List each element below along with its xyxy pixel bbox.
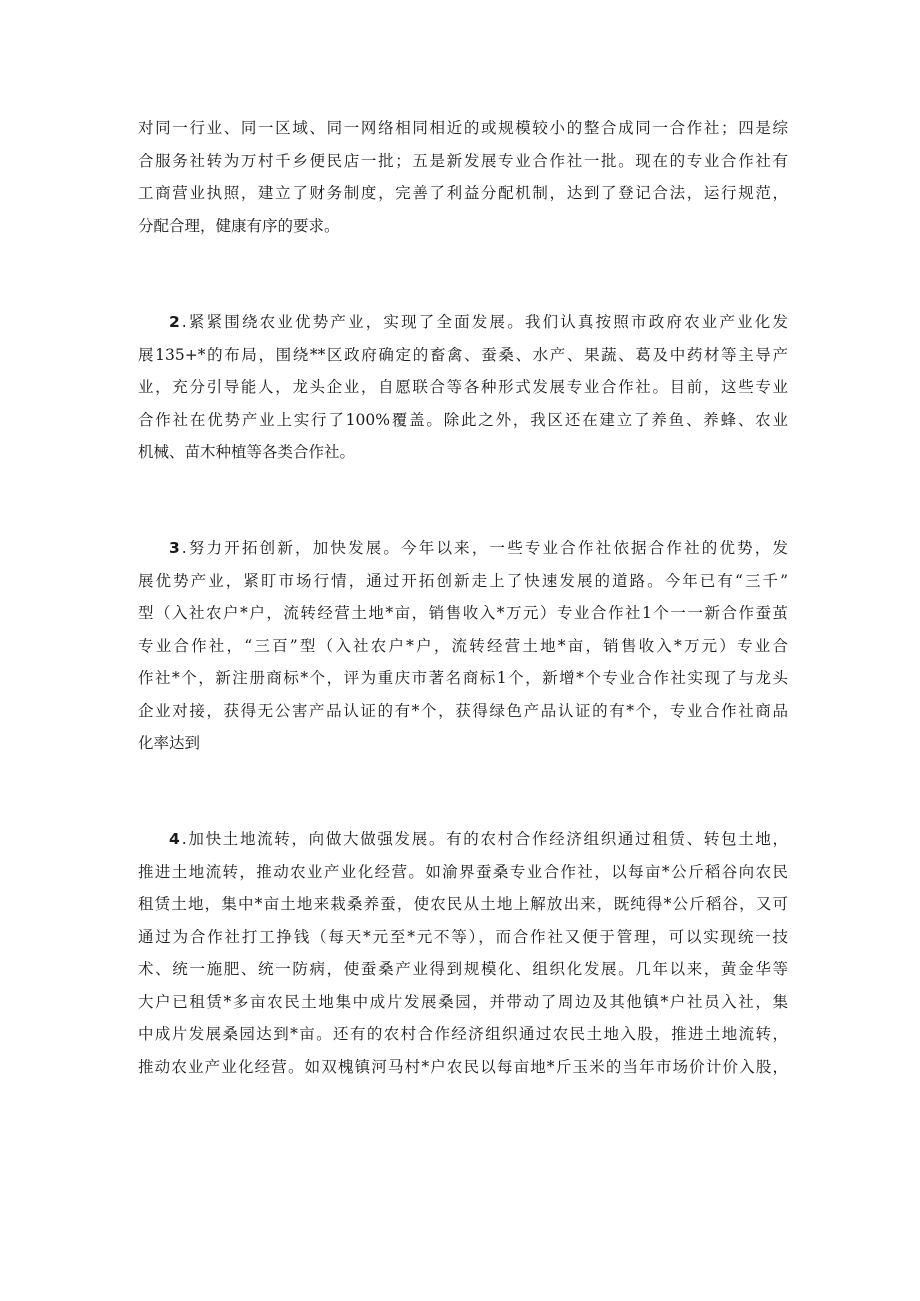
text-line: 化率达到 <box>138 734 201 752</box>
paragraph-4 <box>138 823 788 1083</box>
text-line: 推动农业产业化经营。如双槐镇河马村*户农民以每亩地*斤玉米的当年市场价计价入股， <box>138 1057 788 1076</box>
text-line: 推进土地流转，推动农业产业化经营。如渝界蚕桑专业合作社，以每亩*公斤稻谷向农民 <box>138 862 788 881</box>
text-line <box>138 823 788 856</box>
paragraph-number: 4 <box>169 830 180 848</box>
text-line: 工商营业执照，建立了财务制度，完善了利益分配机制，达到了登记合法，运行规范， <box>138 184 788 202</box>
paragraph-number: 2 <box>169 313 180 331</box>
paragraph-1 <box>138 112 788 242</box>
text-line: 合服务社转为万村千乡便民店一批；五是新发展专业合作社一批。现在的专业合作社有 <box>138 151 788 170</box>
text-line: 展135+*的布局，围绕**区政府确定的畜禽、蚕桑、水产、果蔬、葛及中药材等主导产 <box>138 345 788 364</box>
text-line: 大户已租赁*多亩农民土地集中成片发展桑园，并带动了周边及其他镇*户社员入社，集 <box>138 992 788 1011</box>
text-line: 中成片发展桑园达到*亩。还有的农村合作经济组织通过农民土地入股，推进土地流转， <box>138 1025 788 1043</box>
text-line: 专业合作社，“三百”型（入社农户*户，流转经营土地*亩，销售收入*万元）专业合 <box>138 636 788 655</box>
text-segment: .紧紧围绕农业优势产业，实现了全面发展。我们认真按照市政府农业产业化发 <box>181 313 788 331</box>
text-segment: .加快土地流转，向做大做强发展。有的农村合作经济组织通过租赁、转包土地， <box>181 830 788 848</box>
text-line: 租赁土地，集中*亩土地来栽桑养蚕，使农民从土地上解放出来，既纯得*公斤稻谷，又可 <box>138 895 788 913</box>
text-line: 企业对接，获得无公害产品认证的有*个，获得绿色产品认证的有*个，专业合作社商品 <box>138 701 788 720</box>
text-line: 通过为合作社打工挣钱（每天*元至*元不等），而合作社又便于管理，可以实现统一技 <box>138 927 788 946</box>
text-line: 术、统一施肥、统一防病，使蚕桑产业得到规模化、组织化发展。几年以来，黄金华等 <box>138 960 788 978</box>
text-line: 作社*个，新注册商标*个，评为重庆市著名商标1个，新增*个专业合作社实现了与龙头 <box>138 669 788 687</box>
text-line: 展优势产业，紧盯市场行情，通过开拓创新走上了快速发展的道路。今年已有“三千” <box>138 571 788 590</box>
paragraph-2 <box>138 306 788 469</box>
text-line: 合作社在优势产业上实行了100%覆盖。除此之外，我区还在建立了养鱼、养蜂、农业 <box>138 410 788 429</box>
paragraph-3 <box>138 532 788 760</box>
text-line: 分配合理，健康有序的要求。 <box>138 216 340 235</box>
text-line <box>138 532 788 565</box>
text-line: 对同一行业、同一区域、同一网络相同相近的或规模较小的整合成同一合作社；四是综 <box>138 119 788 137</box>
text-line <box>138 306 788 339</box>
text-line: 型（入社农户*户，流转经营土地*亩，销售收入*万元）专业合作社1个一一新合作蚕茧 <box>138 604 788 622</box>
text-line: 业，充分引导能人，龙头企业，自愿联合等各种形式发展专业合作社。目前，这些专业 <box>138 378 788 396</box>
text-segment: .努力开拓创新，加快发展。今年以来，一些专业合作社依据合作社的优势，发 <box>181 539 788 557</box>
paragraph-number: 3 <box>169 539 180 557</box>
text-line: 机械、苗木种植等各类合作社。 <box>138 443 356 461</box>
